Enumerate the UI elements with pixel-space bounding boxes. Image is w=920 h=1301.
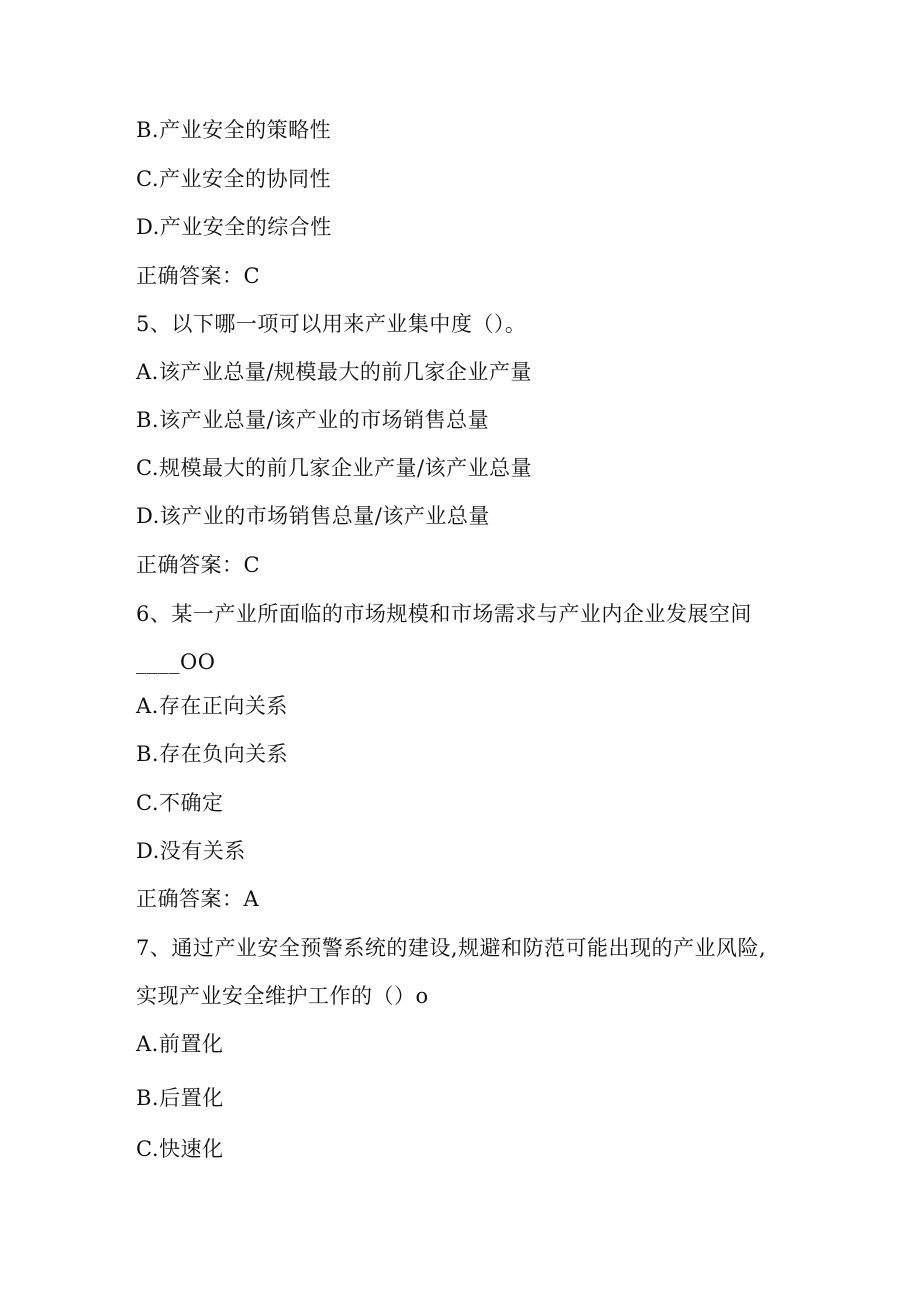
answer-q6: 正确答案：A (136, 887, 260, 911)
option-b-q6: B.存在负向关系 (136, 742, 289, 766)
option-d-q5: D.该产业的市场销售总量/该产业总量 (136, 504, 490, 528)
option-d-q4: D.产业安全的综合性 (136, 215, 332, 239)
option-b-q5: B.该产业总量/该产业的市场销售总量 (136, 408, 490, 432)
answer-q4: 正确答案：C (136, 264, 261, 288)
option-c-q7: C.快速化 (136, 1137, 224, 1161)
option-c-q5: C.规模最大的前几家企业产量/该产业总量 (136, 456, 533, 480)
option-b-q7: B.后置化 (136, 1086, 224, 1110)
question-5: 5、以下哪一项可以用来产业集中度（）。 (136, 312, 527, 336)
option-c-q6: C.不确定 (136, 791, 224, 815)
option-a-q5: A.该产业总量/规模最大的前几家企业产量 (136, 360, 532, 384)
question-7-continued: 实现产业安全维护工作的（）o (136, 984, 429, 1008)
question-6-blank: ____OO (136, 650, 216, 674)
option-d-q6: D.没有关系 (136, 839, 246, 863)
option-c-q4: C.产业安全的协同性 (136, 167, 331, 191)
option-a-q6: A.存在正向关系 (136, 694, 288, 718)
option-b-q4: B.产业安全的策略性 (136, 118, 332, 142)
answer-q5: 正确答案：C (136, 553, 261, 577)
question-6: 6、某一产业所面临的市场规模和市场需求与产业内企业发展空间 (136, 602, 752, 626)
option-a-q7: A.前置化 (136, 1032, 224, 1056)
question-7: 7、通过产业安全预警系统的建设,规避和防范可能出现的产业风险, (136, 936, 767, 960)
